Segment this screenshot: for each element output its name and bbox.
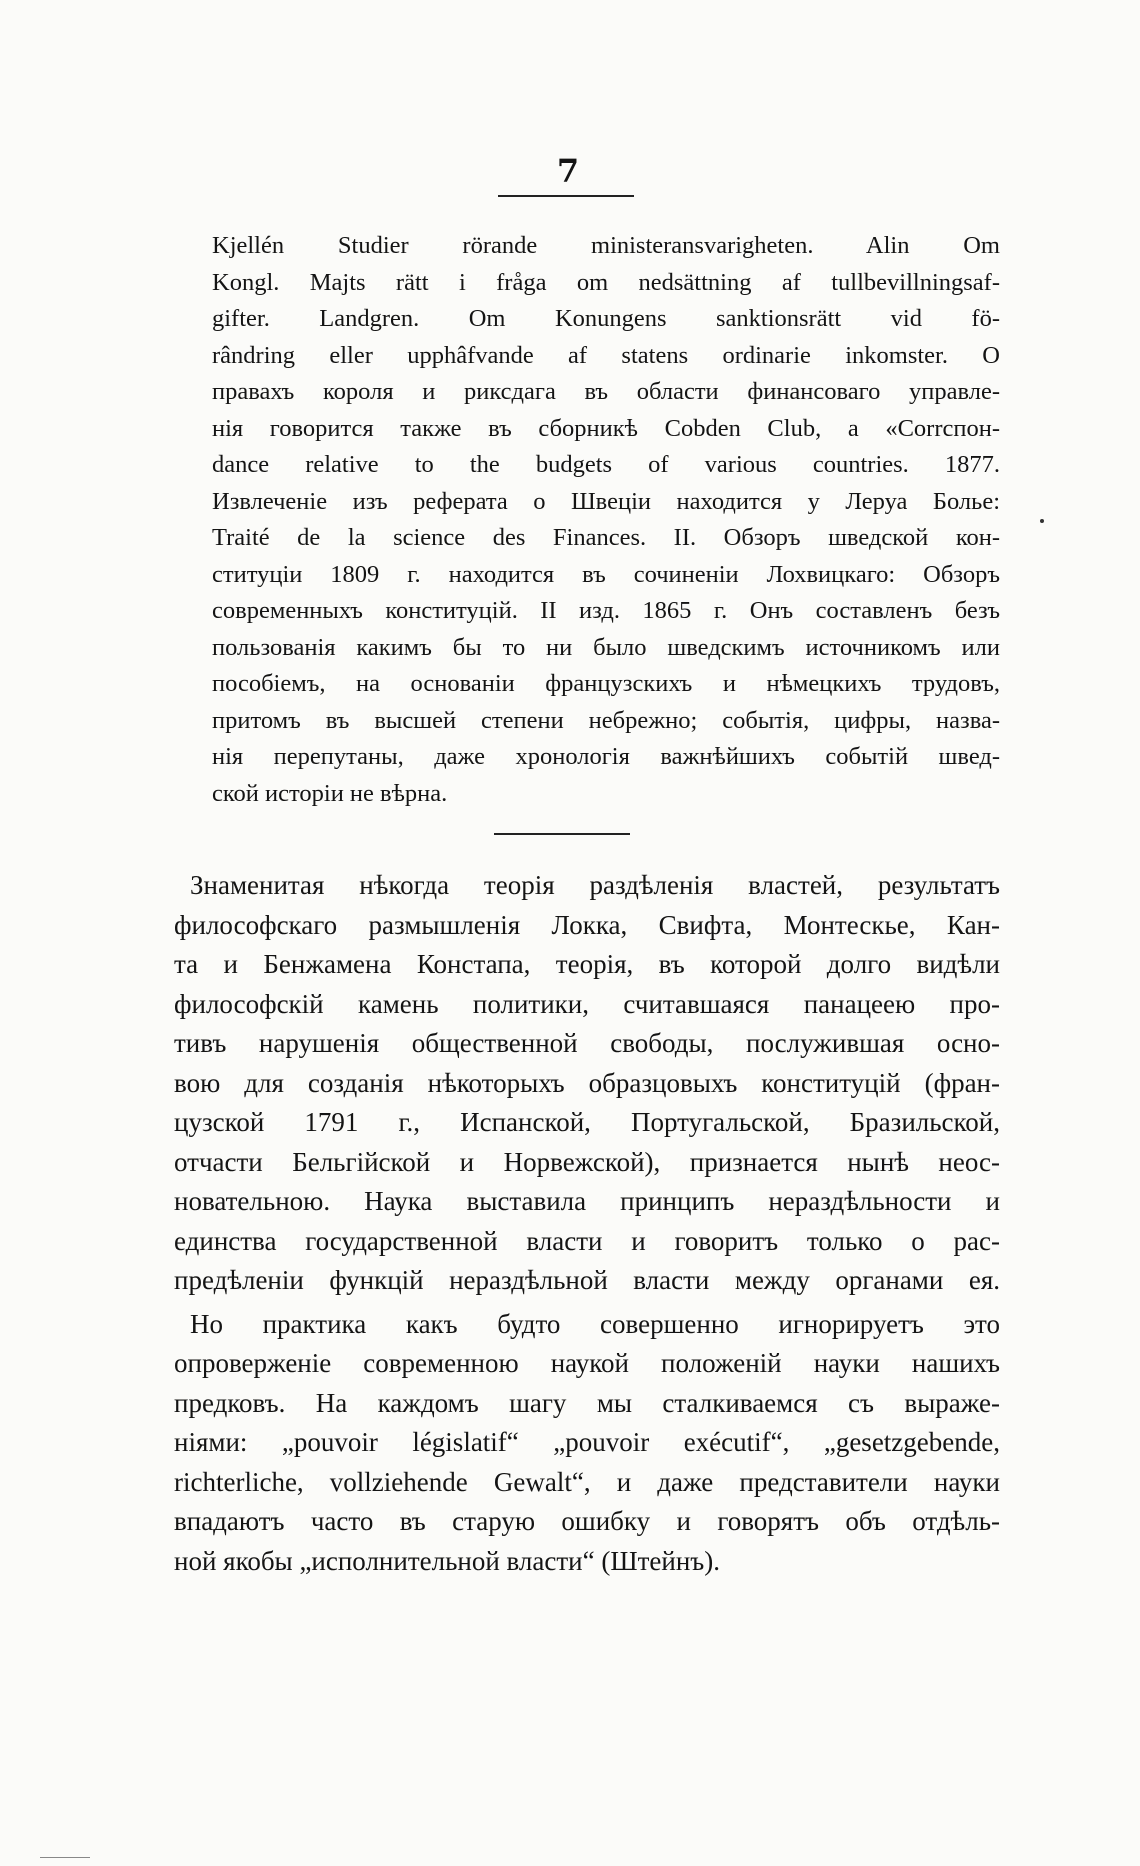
footnote-line: Traité de la science des Finances. II. Обзоръ шведской кон- [212, 524, 1000, 551]
paragraph-line: цузской 1791 г., Испанской, Португальской, Бразильской, [174, 1107, 1000, 1137]
paragraph-line: предковъ. На каждомъ шагу мы сталкиваемся съ выраже- [174, 1387, 1000, 1418]
footnote-line: притомъ въ высшей степени небрежно; событія, цифры, назва- [212, 706, 1000, 734]
paragraph-line: единства государственной власти и говоритъ только о рас- [174, 1225, 1000, 1256]
paragraph-line: тивъ нарушенія общественной свободы, послужившая осно- [174, 1028, 1000, 1058]
footnote-line: пособіемъ, на основаніи французскихъ и нѣмецкихъ трудовъ, [212, 670, 1000, 697]
ink-speck [1040, 519, 1044, 523]
footnote-line: ской исторіи не вѣрна. [212, 779, 448, 807]
footnote-line: пользованія какимъ бы то ни было шведскимъ источникомъ или [212, 633, 1000, 661]
footnote-line: нія перепутаны, даже хронологія важнѣйшихъ событій швед- [212, 743, 1000, 770]
footnote-line: dance relative to the budgets of various countries. 1877. [212, 451, 1000, 478]
paragraph-line: ной якобы „исполнительной власти“ (Штейнъ). [174, 1545, 720, 1576]
main-text [174, 866, 1000, 1581]
paragraph-line: ніями: „pouvoir législatif“ „pouvoir exécutif“, „gesetzgebende, [174, 1427, 1000, 1457]
footnote-line: rândring eller upphâfvande af statens ordinarie inkomster. O [212, 341, 1000, 369]
paragraph-line: философскій камень политики, считавшаяся панацеею про- [174, 988, 1000, 1019]
footnote-line: ституціи 1809 г. находится въ сочиненіи Лохвицкаго: Обзоръ [212, 560, 1000, 588]
footnote-line: Kongl. Majts rätt i fråga om nedsättning af tullbevillningsaf- [212, 268, 1000, 296]
paragraph-line: философскаго размышленія Локка, Свифта, Монтескье, Кан- [174, 909, 1000, 940]
paragraph-line: новательною. Наука выставила принципъ нераздѣльности и [174, 1186, 1000, 1216]
footnote-line: правахъ короля и риксдага въ области финансоваго управле- [212, 378, 1000, 405]
paragraph-line: вою для созданія нѣкоторыхъ образцовыхъ конституцій (фран- [174, 1067, 1000, 1098]
footnote-line: нія говорится также въ сборникѣ Cobden Club, a «Corrспон- [212, 414, 1000, 442]
paragraph-line: та и Бенжамена Констапа, теорія, въ которой долго видѣли [174, 949, 1000, 979]
paragraph-line: отчасти Бельгійской и Норвежской), признается нынѣ неос- [174, 1146, 1000, 1177]
paragraph-line: опроверженіе современною наукой положеній науки нашихъ [174, 1348, 1000, 1378]
paragraph-line: впадаютъ часто въ старую ошибку и говорятъ объ отдѣль- [174, 1506, 1000, 1536]
footnote-line: Извлеченіе изъ реферата о Швеціи находится у Леруа Болье: [212, 487, 1000, 515]
bottom-edge-mark [40, 1857, 90, 1858]
section-divider [494, 833, 630, 835]
page-number: 7 [556, 152, 580, 190]
paragraph-line: Знаменитая нѣкогда теорія раздѣленія властей, результатъ [190, 870, 1000, 900]
page-number-underline [498, 195, 634, 197]
footnote-line: Kjellén Studier rörande ministeransvarigheten. Alin Om [212, 232, 1000, 259]
paragraph-line: предѣленіи функцій нераздѣльной власти между органами ея. [174, 1265, 1000, 1295]
footnote-block [212, 228, 1000, 812]
paragraph-line: richterliche, vollziehende Gewalt“, и даже представители науки [174, 1466, 1000, 1497]
paragraph-line: Но практика какъ будто совершенно игнорируетъ это [190, 1308, 1000, 1339]
footnote-line: современныхъ конституцій. II изд. 1865 г. Онъ составленъ безъ [212, 597, 1000, 624]
footnote-line: gifter. Landgren. Om Konungens sanktionsrätt vid fö- [212, 305, 1000, 332]
